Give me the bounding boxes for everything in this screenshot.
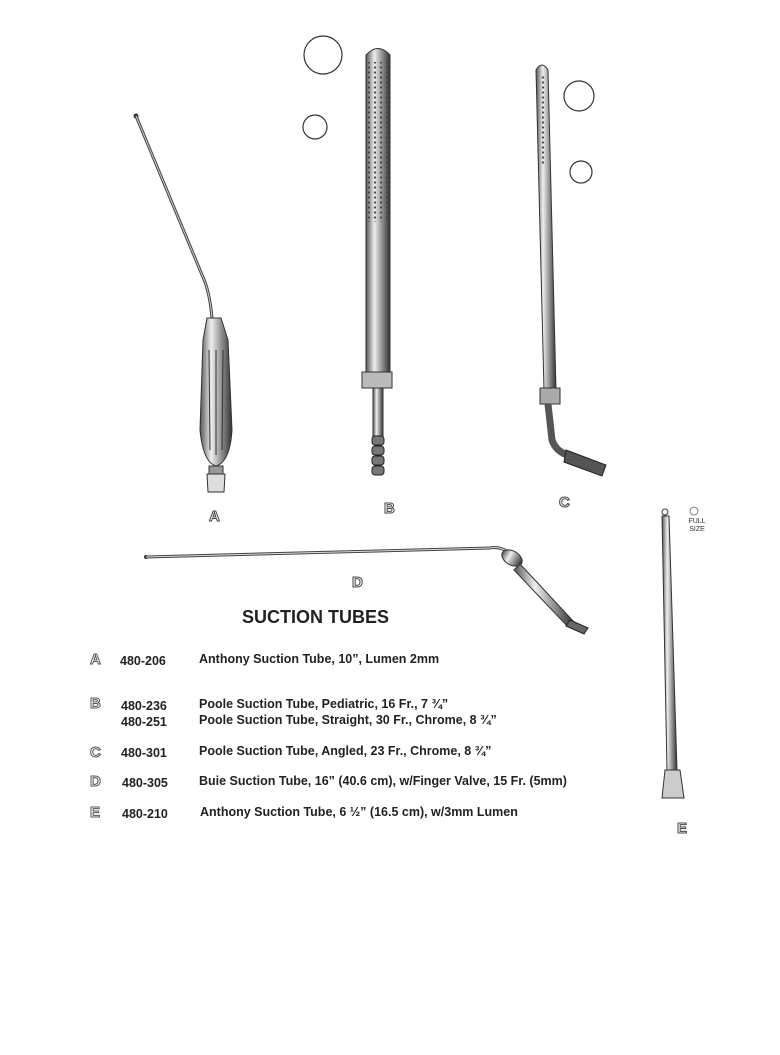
item-description: Poole Suction Tube, Straight, 30 Fr., Chrome, 8 ¾”	[199, 713, 497, 727]
figure-label-e: E	[677, 820, 688, 837]
instrument-b	[303, 36, 392, 475]
item-code: 480-206	[120, 654, 166, 668]
figure-label-c: C	[559, 494, 570, 511]
item-description: Poole Suction Tube, Pediatric, 16 Fr., 7 ¾”	[199, 697, 449, 711]
item-description: Anthony Suction Tube, 10”, Lumen 2mm	[199, 652, 440, 666]
full-size-note: FULL SIZE	[688, 518, 706, 533]
item-code: 480-301	[121, 746, 167, 760]
item-code: 480-305	[122, 776, 168, 790]
item-description: Poole Suction Tube, Angled, 23 Fr., Chrome, 8 ¾”	[199, 744, 492, 758]
item-description: Buie Suction Tube, 16” (40.6 cm), w/Finger Valve, 15 Fr. (5mm)	[199, 774, 567, 788]
item-code: 480-210	[122, 807, 168, 821]
instrument-a	[134, 114, 233, 493]
row-letter-d: D	[90, 773, 101, 790]
figure-label-b: B	[384, 500, 395, 517]
row-letter-b: B	[90, 695, 101, 712]
item-description: Anthony Suction Tube, 6 ½” (16.5 cm), w/3mm Lumen	[200, 805, 518, 819]
item-code: 480-236	[121, 699, 167, 713]
instrument-e	[662, 507, 698, 798]
row-letter-c: C	[90, 744, 101, 761]
item-code: 480-251	[121, 715, 167, 729]
figure-label-a: A	[209, 508, 220, 525]
figure-label-d: D	[352, 574, 363, 591]
instrument-c	[536, 65, 606, 476]
page-title: SUCTION TUBES	[242, 607, 390, 627]
row-letter-e: E	[90, 804, 101, 821]
row-letter-a: A	[90, 651, 101, 668]
